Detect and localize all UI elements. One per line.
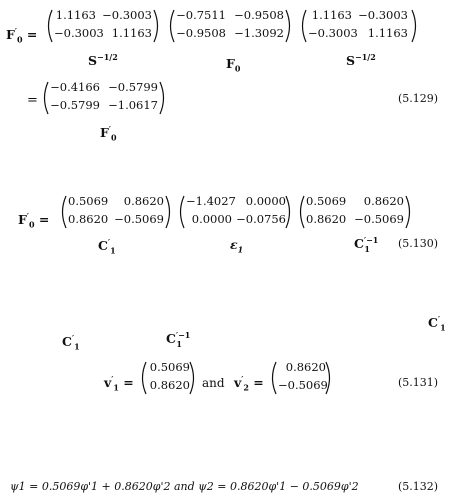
label-s-inv-sqrt: $S^{-1/2}$ bbox=[88, 52, 118, 69]
m-cell: −0.5069 bbox=[114, 212, 164, 226]
equation-number: (5.132) bbox=[398, 480, 439, 493]
m-cell: 0.8620 bbox=[306, 212, 347, 226]
label-c1-prime-inverse: $C^{'-1}_1$ bbox=[354, 235, 379, 254]
eq130-matrix-c1 bbox=[58, 194, 174, 230]
eq131-and: and bbox=[202, 376, 225, 390]
m-cell: −1.3092 bbox=[234, 26, 284, 40]
equation-number: (5.130) bbox=[398, 237, 439, 250]
m-cell: −0.7511 bbox=[176, 8, 226, 22]
label-c1-prime-right: $C'_1$ bbox=[428, 314, 446, 333]
m-cell: 0.8620 bbox=[363, 194, 404, 208]
eq130-matrix-epsilon bbox=[176, 194, 294, 230]
eq129-equals: = bbox=[27, 93, 38, 108]
m-cell: −0.3003 bbox=[358, 8, 408, 22]
m-cell: 0.8620 bbox=[68, 212, 109, 226]
m-cell: 0.0000 bbox=[191, 212, 232, 226]
label-f0: $F_0$ bbox=[226, 56, 241, 74]
eq129-matrix-f0 bbox=[166, 8, 294, 44]
eq130-matrix-c1-inv bbox=[296, 194, 414, 230]
m-cell: 0.5069 bbox=[68, 194, 109, 208]
m-cell: −0.9508 bbox=[234, 8, 284, 22]
eq131-v2-lhs: $v'_2$ = bbox=[234, 374, 264, 393]
eq131-vector-v2 bbox=[268, 360, 334, 396]
eq130-lhs: $F'_0$ = bbox=[18, 211, 50, 230]
eq129-matrix-s-inv-sqrt-right bbox=[298, 8, 420, 44]
eq129-matrix-result bbox=[40, 80, 168, 116]
m-cell: −0.5799 bbox=[50, 98, 100, 112]
m-cell: 1.1163 bbox=[311, 8, 352, 22]
m-cell: 1.1163 bbox=[111, 26, 152, 40]
label-f0-prime: $F'_0$ bbox=[100, 124, 117, 143]
m-cell: −0.9508 bbox=[176, 26, 226, 40]
m-cell: 0.8620 bbox=[123, 194, 164, 208]
eq129-lhs: $F'_0$ = bbox=[6, 26, 38, 45]
equation-number: (5.129) bbox=[398, 92, 439, 105]
eq131-vector-v1 bbox=[138, 360, 198, 396]
v-cell: 0.8620 bbox=[285, 360, 326, 374]
equation-number: (5.131) bbox=[398, 376, 439, 389]
label-epsilon-1: $\varepsilon_1$ bbox=[230, 237, 244, 255]
m-cell: −0.5799 bbox=[108, 80, 158, 94]
m-cell: −1.0617 bbox=[108, 98, 158, 112]
v-cell: 0.8620 bbox=[149, 378, 190, 392]
eq131-v1-lhs: $v'_1$ = bbox=[104, 374, 134, 393]
m-cell: −0.3003 bbox=[102, 8, 152, 22]
eq132-text: ψ1 = 0.5069φ'1 + 0.8620φ'2 and ψ2 = 0.8620φ'1 − 0.5069φ'2 bbox=[10, 480, 359, 493]
m-cell: 0.0000 bbox=[245, 194, 286, 208]
m-cell: −0.5069 bbox=[354, 212, 404, 226]
label-c1-prime-left: $C'_1$ bbox=[62, 333, 80, 352]
m-cell: −0.0756 bbox=[236, 212, 286, 226]
m-cell: −0.3003 bbox=[308, 26, 358, 40]
m-cell: −1.4027 bbox=[186, 194, 236, 208]
m-cell: 0.5069 bbox=[306, 194, 347, 208]
label-s-inv-sqrt: $S^{-1/2}$ bbox=[346, 52, 376, 69]
m-cell: −0.4166 bbox=[50, 80, 100, 94]
label-c1-prime-inverse-mid: $C^{'-1}_1$ bbox=[166, 330, 191, 349]
v-cell: 0.5069 bbox=[149, 360, 190, 374]
m-cell: 1.1163 bbox=[367, 26, 408, 40]
m-cell: −0.3003 bbox=[54, 26, 104, 40]
label-c1-prime: $C'_1$ bbox=[98, 237, 116, 256]
v-cell: −0.5069 bbox=[278, 378, 328, 392]
m-cell: 1.1163 bbox=[55, 8, 96, 22]
eq129-matrix-s-inv-sqrt-left bbox=[44, 8, 162, 44]
